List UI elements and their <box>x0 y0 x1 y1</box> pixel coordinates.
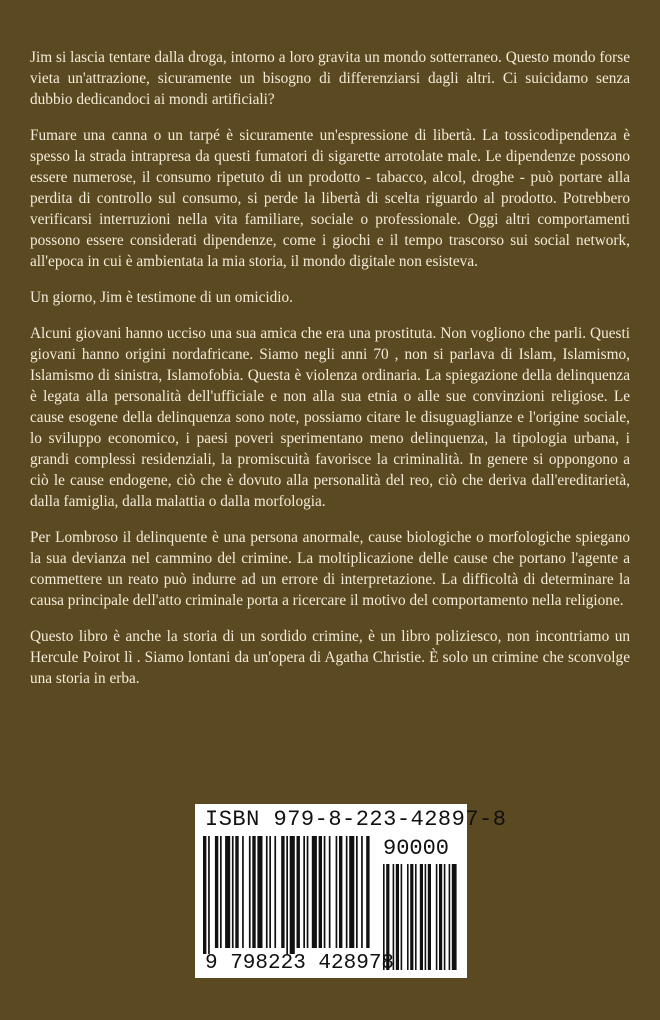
barcode-bar <box>290 836 295 954</box>
barcode-bar <box>281 836 284 948</box>
addon-bar <box>420 864 423 970</box>
addon-bar <box>444 864 446 970</box>
barcode-bar <box>257 836 262 948</box>
barcode-bar <box>235 836 238 948</box>
paragraph-3: Un giorno, Jim è testimone di un omicidio. <box>30 289 293 306</box>
price-code: 90000 <box>383 836 450 861</box>
addon-bar <box>425 864 427 970</box>
barcode-bar <box>286 836 288 954</box>
addon-bar <box>401 864 403 970</box>
barcode-bar <box>266 836 268 948</box>
barcode-bar <box>324 836 326 948</box>
addon-bar <box>415 864 417 970</box>
barcode-bar <box>366 836 369 948</box>
barcode-bar <box>225 836 230 948</box>
barcode-bar <box>356 836 358 948</box>
barcode-bar <box>361 836 363 948</box>
addon-bar <box>407 864 409 970</box>
barcode-bar <box>303 836 305 948</box>
addon-bar <box>439 864 442 970</box>
barcode-bar <box>319 836 322 948</box>
barcode-bar <box>336 836 338 948</box>
addon-bar <box>428 864 431 970</box>
addon-bar <box>410 864 413 970</box>
barcode-bar <box>307 836 309 948</box>
barcode-bar <box>349 836 354 948</box>
barcode-bar <box>269 836 271 948</box>
isbn-label: ISBN 979-8-223-42897-8 <box>205 807 507 832</box>
addon-bar <box>452 864 457 970</box>
barcode-bar <box>208 836 210 954</box>
paragraph-4: Alcuni giovani hanno ucciso una sua amica che era una prostituta. Non vogliono che parli. Questi giovani hanno origini nordafricane. Siamo negli anni 70 , non si parlava di Islam, Islamismo, Islamismo di sinistra, Islamofobia. Questa è violenza ordinaria. La spiegazione della delinquenza è legata alla personalità dell'ufficiale e non alla sua etnia o alle sue convinzioni religiose. Le cause esogene della delinquenza sono note, possiamo citare le disuguaglianze e l'origine sociale, lo sviluppo economico, i paesi poveri sperimentano meno delinquenza, la tipologia urbana, i grandi complessi residenziali, la promiscuità favorisce la criminalità. In genere si oppongono a ciò le cause endogene, ciò che è dovuto alla personalità del reo, ciò che deriva dall'ereditarietà, dalla famiglia, dalla malattia o dalla morfologia. <box>30 325 630 510</box>
barcode-bar <box>339 836 342 948</box>
blurb-text <box>30 47 630 704</box>
barcode-bar <box>346 836 348 948</box>
paragraph-6: Questo libro è anche la storia di un sordido crimine, è un libro poliziesco, non incontriamo un Hercule Poirot lì . Siamo lontani da un'opera di Agatha Christie. È solo un crimine che sconvolge una storia in erba. <box>30 628 630 687</box>
barcode-bar <box>252 836 255 948</box>
isbn-barcode <box>195 804 507 978</box>
barcode-bar <box>297 836 300 948</box>
addon-bar <box>449 864 451 970</box>
paragraph-1: Jim si lascia tentare dalla droga, intorno a loro gravita un mondo sotterraneo. Questo mondo forse vieta un'attrazione, sicuramente un bisogno di differenziarsi dagli altri. Ci suicidamo senza dubbio dedicandoci ai mondi artificiali? <box>30 49 630 108</box>
paragraph-2: Fumare una canna o un tarpé è sicuramente un'espressione di libertà. La tossicodipendenza è spesso la strada intrapresa da questi fumatori di sigarette arrotolate male. Le dipendenze possono essere numerose, il consumo ripetuto di un prodotto - tabacco, alcol, droghe - può portare alla perdita di controllo sul consumo, si perde la libertà di scelta riguardo al prodotto. Potrebbero verificarsi interruzioni nella vita familiare, sociale o professionale. Oggi altri comportamenti possono essere considerati dipendenze, come i giochi e il tempo trascorso sui social network, all'epoca in cui è ambientata la mia storia, il mondo digitale non esisteva. <box>30 127 630 270</box>
barcode-bar <box>249 836 251 948</box>
barcode-bar <box>220 836 222 948</box>
barcode-bar <box>242 836 244 948</box>
barcode-bar <box>215 836 218 948</box>
barcode-bar <box>274 836 276 948</box>
addon-bar <box>396 864 399 970</box>
barcode-bar <box>329 836 331 948</box>
barcode-bar <box>203 836 206 954</box>
ean-digits: 9 798223 428978 <box>205 952 395 975</box>
barcode-bar <box>312 836 317 948</box>
paragraph-5: Per Lombroso il delinquente è una persona anormale, cause biologiche o morfologiche spiegano la sua devianza nel cammino del crimine. La moltiplicazione delle cause che portano l'agente a commettere un reato può indurre ad un errore di interpretazione. La difficoltà di determinare la causa principale dell'atto criminale porta a ricercare il motivo del comportamento nella religione. <box>30 529 630 609</box>
barcode-bar <box>232 836 234 948</box>
addon-bar <box>436 864 438 970</box>
